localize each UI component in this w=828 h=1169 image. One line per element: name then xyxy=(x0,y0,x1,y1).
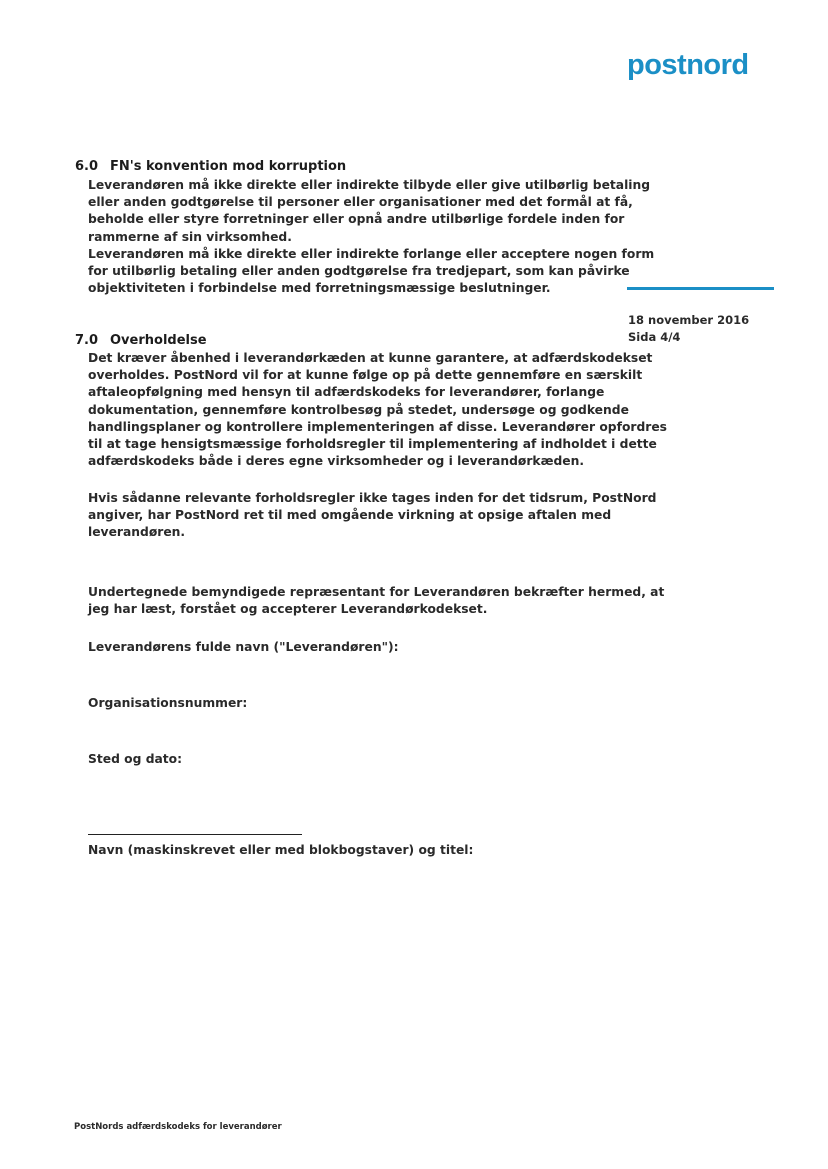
name-title-label: Navn (maskinskrevet eller med blokbogstaver) og titel: xyxy=(88,843,474,857)
text-line: beholde eller styre forretninger eller opnå andre utilbørlige fordele inden for xyxy=(88,212,625,227)
text-line: Det kræver åbenhed i leverandørkæden at kunne garantere, at adfærdskodekset xyxy=(88,351,653,365)
org-number-label: Organisationsnummer: xyxy=(88,696,248,710)
section-6-number: 6.0 xyxy=(75,159,99,174)
postnord-logo: postnord xyxy=(627,49,749,81)
text-line: Undertegnede bemyndigede repræsentant for Leverandøren bekræfter hermed, at xyxy=(88,585,665,599)
text-line: dokumentation, gennemføre kontrolbesøg på stedet, undersøge og godkende xyxy=(88,402,629,417)
text-line: overholdes. PostNord vil for at kunne følge op på dette gennemføre en særskilt xyxy=(88,368,643,383)
section-6-heading: FN's konvention mod korruption xyxy=(110,159,347,174)
signature-line xyxy=(88,834,302,835)
page-number: Sida 4/4 xyxy=(628,330,681,344)
section-7-body-2 xyxy=(88,490,656,542)
document-date: 18 november 2016 xyxy=(628,313,750,327)
text-line: til at tage hensigtsmæssige forholdsregler til implementering af indholdet i dette xyxy=(88,437,657,452)
section-7-body xyxy=(88,350,667,470)
text-line: Leverandøren må ikke direkte eller indirekte tilbyde eller give utilbørlig betaling xyxy=(88,178,651,192)
text-line: eller anden godtgørelse til personer eller organisationer med det formål at få, xyxy=(88,195,633,210)
text-line: leverandøren. xyxy=(88,525,186,540)
section-6-body xyxy=(88,177,654,297)
text-line: Hvis sådanne relevante forholdsregler ikke tages inden for det tidsrum, PostNord xyxy=(88,491,657,505)
text-line: Leverandøren må ikke direkte eller indirekte forlange eller acceptere nogen form xyxy=(88,246,655,261)
section-7-heading: Overholdelse xyxy=(110,333,207,348)
text-line: jeg har læst, forstået og accepterer Leverandørkodekset. xyxy=(88,602,488,617)
confirmation-text xyxy=(88,584,664,618)
text-line: angiver, har PostNord ret til med omgående virkning at opsige aftalen med xyxy=(88,508,612,523)
place-date-label: Sted og dato: xyxy=(88,752,183,766)
section-7-number: 7.0 xyxy=(75,333,99,348)
sidebar-info xyxy=(628,312,749,346)
text-line: aftaleopfølgning med hensyn til adfærdskodeks for leverandører, forlange xyxy=(88,385,605,400)
supplier-name-label: Leverandørens fulde navn ("Leverandøren"): xyxy=(88,640,399,654)
page-footer: PostNords adfærdskodeks for leverandører xyxy=(74,1122,282,1132)
text-line: objektiviteten i forbindelse med forretningsmæssige beslutninger. xyxy=(88,281,551,296)
text-line: for utilbørlig betaling eller anden godtgørelse fra tredjepart, som kan påvirke xyxy=(88,264,630,279)
section-6-title xyxy=(75,158,346,176)
section-7-title xyxy=(75,332,207,350)
text-line: adfærdskodeks både i deres egne virksomheder og i leverandørkæden. xyxy=(88,454,585,469)
text-line: rammerne af sin virksomhed. xyxy=(88,229,292,244)
text-line: handlingsplaner og kontrollere implementeringen af disse. Leverandører opfordres xyxy=(88,419,667,434)
